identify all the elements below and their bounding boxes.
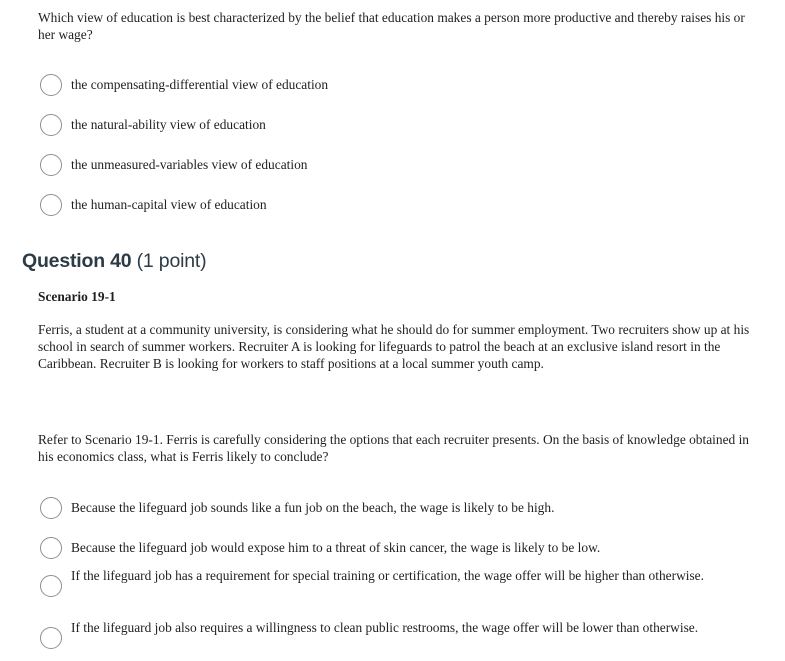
option-label[interactable]: If the lifeguard job has a requirement for special training or certification, the wage offer will be higher than otherwise. [71,568,704,583]
radio-button[interactable] [40,497,62,519]
q40-option-4[interactable] [40,619,760,649]
radio-button[interactable] [40,114,62,136]
option-label[interactable]: the unmeasured-variables view of education [71,157,308,172]
option-label[interactable]: Because the lifeguard job would expose him to a threat of skin cancer, the wage is likely to be low. [71,540,601,555]
question-40-heading [22,250,206,273]
q40-option-1[interactable] [40,497,760,519]
q40-option-3[interactable] [40,567,760,597]
scenario-title: Scenario 19-1 [38,289,116,304]
option-label[interactable]: Because the lifeguard job sounds like a fun job on the beach, the wage is likely to be high. [71,500,555,515]
radio-button[interactable] [40,194,62,216]
q39-option-2[interactable] [40,114,760,136]
option-label[interactable]: the natural-ability view of education [71,117,266,132]
q40-option-2[interactable] [40,537,760,559]
option-label[interactable]: the compensating-differential view of education [71,77,329,92]
option-label[interactable]: the human-capital view of education [71,197,267,212]
radio-button[interactable] [40,74,62,96]
radio-button[interactable] [40,575,62,597]
option-label[interactable]: If the lifeguard job also requires a willingness to clean public restrooms, the wage offer will be lower than otherwise. [71,620,699,635]
radio-button[interactable] [40,537,62,559]
radio-button[interactable] [40,154,62,176]
question-40-prompt: Refer to Scenario 19-1. Ferris is carefully considering the options that each recruiter presents. On the basis of knowledge obtained in his economics class, what is Ferris likely to conclude? [38,432,749,464]
scenario-text: Ferris, a student at a community university, is considering what he should do for summer employment. Two recruiters show up at his school in search of summer workers. Recruiter A is looking for lifeguards to patrol the beach at an exclusive island resort in the Caribbean. Recruiter B is looking for workers to staff positions at a local summer youth camp. [38,322,750,371]
q39-option-3[interactable] [40,154,760,176]
question-title: Question 40 [22,250,132,272]
q39-option-4[interactable] [40,194,760,216]
q39-option-1[interactable] [40,74,760,96]
question-39-prompt: Which view of education is best characterized by the belief that education makes a person more productive and thereby raises his or her wage? [38,10,745,42]
radio-button[interactable] [40,627,62,649]
question-points: (1 point) [136,250,207,272]
